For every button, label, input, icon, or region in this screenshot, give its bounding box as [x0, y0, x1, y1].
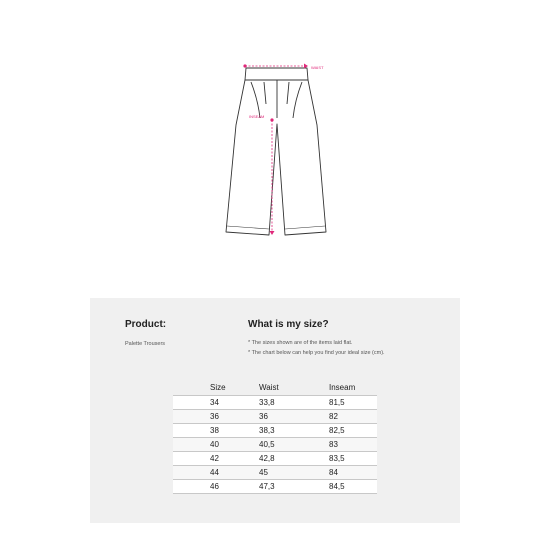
- cell-size: 44: [173, 466, 259, 480]
- cell-waist: 45: [259, 466, 329, 480]
- table-row: [173, 424, 377, 438]
- note-laid-flat: * The sizes shown are of the items laid flat.: [248, 340, 353, 346]
- cell-inseam: 81,5: [329, 396, 377, 410]
- cell-waist: 47,3: [259, 480, 329, 494]
- size-info-panel: [90, 298, 460, 523]
- cell-inseam: 83: [329, 438, 377, 452]
- cell-waist: 36: [259, 410, 329, 424]
- cell-waist: 38,3: [259, 424, 329, 438]
- cell-inseam: 82: [329, 410, 377, 424]
- cell-inseam: 84,5: [329, 480, 377, 494]
- cell-waist: 33,8: [259, 396, 329, 410]
- header-inseam: Inseam: [329, 379, 377, 396]
- cell-inseam: 82,5: [329, 424, 377, 438]
- cell-size: 46: [173, 480, 259, 494]
- waist-measure-start: [243, 64, 246, 67]
- header-waist: Waist: [259, 379, 329, 396]
- waist-label: WAIST: [311, 65, 324, 70]
- cell-size: 34: [173, 396, 259, 410]
- table-row: [173, 480, 377, 494]
- cell-size: 40: [173, 438, 259, 452]
- product-name: Palette Trousers: [125, 341, 166, 347]
- inseam-measure-start: [270, 118, 273, 121]
- cell-inseam: 83,5: [329, 452, 377, 466]
- cell-inseam: 84: [329, 466, 377, 480]
- table-header-row: [173, 379, 377, 396]
- cell-size: 42: [173, 452, 259, 466]
- size-table: [173, 379, 377, 494]
- table-row: [173, 410, 377, 424]
- size-notes: [248, 338, 385, 358]
- inseam-measure-arrow: [270, 231, 275, 235]
- table-row: [173, 452, 377, 466]
- table-row: [173, 396, 377, 410]
- cell-waist: 40,5: [259, 438, 329, 452]
- table-row: [173, 438, 377, 452]
- product-heading: Product:: [125, 319, 167, 330]
- inseam-label: INSEAM: [249, 114, 265, 119]
- cell-waist: 42,8: [259, 452, 329, 466]
- size-heading: What is my size?: [248, 319, 329, 330]
- note-size-chart: * The chart below can help you find your ideal size (cm).: [248, 350, 385, 356]
- cell-size: 36: [173, 410, 259, 424]
- header-size: Size: [173, 379, 259, 396]
- table-row: [173, 466, 377, 480]
- trousers-outline: [226, 68, 326, 235]
- cell-size: 38: [173, 424, 259, 438]
